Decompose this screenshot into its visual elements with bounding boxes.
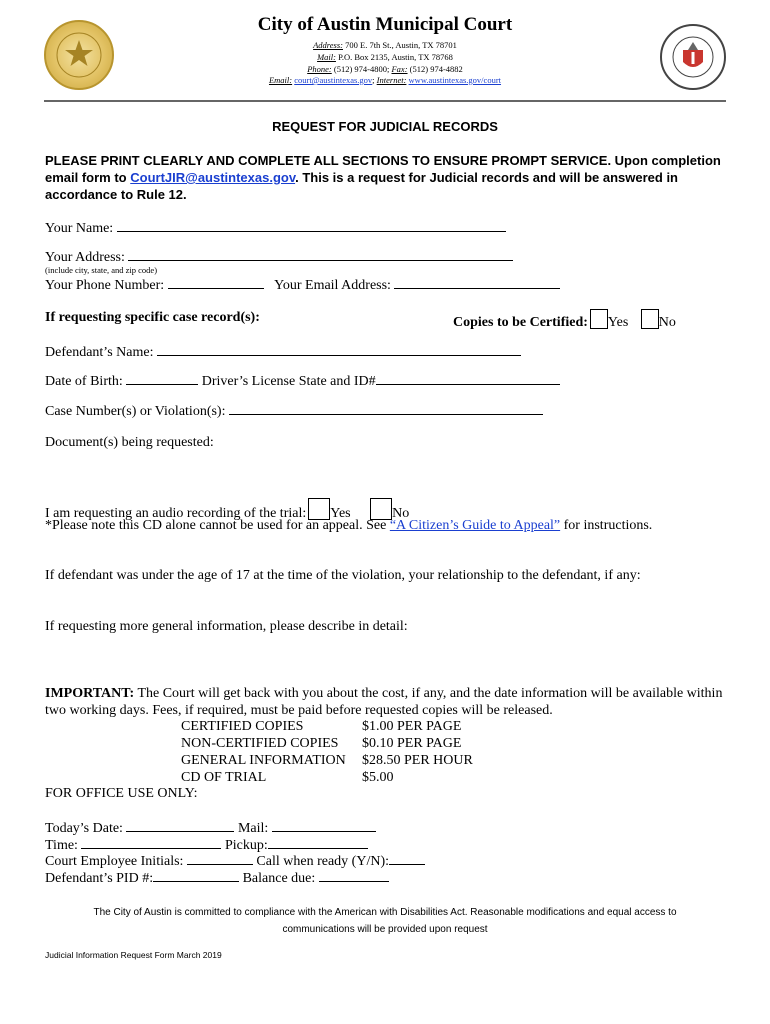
fax-label: Fax: bbox=[391, 64, 408, 74]
call-label: Call when ready (Y/N): bbox=[252, 854, 389, 869]
fee-item: GENERAL INFORMATION bbox=[181, 753, 346, 768]
dl-label: Driver’s License State and ID# bbox=[198, 374, 376, 389]
fee-row bbox=[181, 718, 473, 735]
fee-row bbox=[181, 752, 473, 769]
certified-no-checkbox[interactable] bbox=[641, 309, 659, 329]
address-field[interactable] bbox=[128, 248, 513, 261]
name-field[interactable] bbox=[117, 219, 506, 232]
header-divider bbox=[44, 100, 726, 102]
time-field[interactable] bbox=[81, 836, 221, 849]
fee-price: $0.10 PER PAGE bbox=[362, 736, 462, 751]
email-label: Email: bbox=[268, 75, 293, 85]
phone-label: Phone: bbox=[307, 64, 332, 74]
case-row bbox=[45, 402, 543, 420]
today-label: Today’s Date: bbox=[45, 821, 127, 836]
court-website-link[interactable]: www.austintexas.gov/court bbox=[408, 75, 502, 85]
fee-item: CERTIFIED COPIES bbox=[181, 719, 304, 734]
audio-note bbox=[45, 518, 652, 534]
fee-price: $5.00 bbox=[362, 770, 394, 785]
mail-value: P.O. Box 2135, Austin, TX 78768 bbox=[335, 52, 453, 62]
address-line bbox=[0, 40, 770, 50]
dob-dl-row bbox=[45, 372, 560, 390]
fee-row bbox=[181, 769, 473, 786]
fee-item: NON-CERTIFIED COPIES bbox=[181, 736, 339, 751]
jir-email-link[interactable]: CourtJIR@austintexas.gov bbox=[130, 170, 296, 185]
audio-no-label: No bbox=[392, 506, 410, 521]
office-use-heading: FOR OFFICE USE ONLY: bbox=[45, 786, 198, 801]
dob-label: Date of Birth: bbox=[45, 374, 127, 389]
documents-label: Document(s) being requested: bbox=[45, 435, 214, 450]
case-field[interactable] bbox=[229, 402, 543, 415]
form-id: Judicial Information Request Form March 2019 bbox=[45, 950, 222, 960]
pickup-label: Pickup: bbox=[221, 838, 268, 853]
audio-label: I am requesting an audio recording of the trial: bbox=[45, 506, 307, 521]
phone-field[interactable] bbox=[168, 276, 264, 289]
phone-value: (512) 974-4800; bbox=[331, 64, 392, 74]
email-field-label: Your Email Address: bbox=[274, 278, 395, 293]
phone-line bbox=[0, 64, 770, 74]
mail-field[interactable] bbox=[272, 819, 376, 832]
pickup-field[interactable] bbox=[268, 836, 368, 849]
court-email-link[interactable]: court@austintexas.gov bbox=[294, 75, 373, 85]
certified-yes-checkbox[interactable] bbox=[590, 309, 608, 329]
initials-field[interactable] bbox=[187, 852, 253, 865]
fee-row bbox=[181, 735, 473, 752]
contact-line: Email: court@austintexas.gov; Internet: www.austintexas.gov/court bbox=[268, 75, 502, 85]
internet-label: Internet: bbox=[376, 75, 407, 85]
fee-table bbox=[181, 718, 473, 786]
important-notice bbox=[45, 685, 725, 719]
certified-no-label: No bbox=[658, 315, 676, 330]
mail-line bbox=[0, 52, 770, 62]
office-date-row bbox=[45, 819, 376, 837]
balance-label: Balance due: bbox=[239, 871, 319, 886]
fee-price: $1.00 PER PAGE bbox=[362, 719, 462, 734]
initials-label: Court Employee Initials: bbox=[45, 854, 187, 869]
specific-records-heading: If requesting specific case record(s): bbox=[45, 310, 260, 325]
certified-yes-label: Yes bbox=[607, 315, 629, 330]
phone-field-label: Your Phone Number: bbox=[45, 278, 168, 293]
certified-row bbox=[453, 309, 676, 331]
call-field[interactable] bbox=[389, 852, 425, 865]
defendant-row bbox=[45, 343, 521, 361]
pid-label: Defendant’s PID #: bbox=[45, 871, 154, 886]
phone-email-row bbox=[45, 276, 560, 294]
name-row bbox=[45, 219, 506, 237]
important-label: IMPORTANT: bbox=[45, 686, 135, 701]
case-label: Case Number(s) or Violation(s): bbox=[45, 404, 229, 419]
time-label: Time: bbox=[45, 838, 82, 853]
fee-item: CD OF TRIAL bbox=[181, 770, 267, 785]
audio-yes-checkbox[interactable] bbox=[308, 498, 330, 520]
address-hint: (include city, state, and zip code) bbox=[45, 265, 158, 275]
instructions bbox=[45, 152, 725, 203]
name-label: Your Name: bbox=[45, 221, 117, 236]
today-field[interactable] bbox=[126, 819, 234, 832]
important-text: The Court will get back with you about the cost, if any, and the date information will be available within two working days. Fees, if required, must be paid before requested copies will be released. bbox=[45, 686, 723, 718]
audio-yes-label: Yes bbox=[330, 506, 351, 521]
office-initials-row bbox=[45, 852, 425, 870]
ada-statement: The City of Austin is committed to compliance with the American with Disabilities Act. Reasonable modifications and equal access to communications will be provided upon request bbox=[93, 907, 677, 935]
address-row bbox=[45, 248, 513, 266]
fee-price: $28.50 PER HOUR bbox=[362, 753, 473, 768]
general-info-label: If requesting more general information, please describe in detail: bbox=[45, 619, 408, 634]
defendant-field[interactable] bbox=[157, 343, 521, 356]
balance-field[interactable] bbox=[319, 869, 389, 882]
under-17-label: If defendant was under the age of 17 at the time of the violation, your relationship to the defendant, if any: bbox=[45, 568, 641, 583]
form-title: REQUEST FOR JUDICIAL RECORDS bbox=[272, 119, 498, 134]
address-field-label: Your Address: bbox=[45, 250, 129, 265]
audio-note-end: for instructions. bbox=[560, 518, 653, 533]
court-title: City of Austin Municipal Court bbox=[257, 14, 513, 35]
office-pid-row bbox=[45, 869, 389, 887]
defendant-label: Defendant’s Name: bbox=[45, 345, 157, 360]
pid-field[interactable] bbox=[153, 869, 239, 882]
fax-value: (512) 974-4882 bbox=[407, 64, 463, 74]
instructions-text: PLEASE PRINT CLEARLY AND COMPLETE ALL SECTIONS TO ENSURE PROMPT SERVICE. Upon completion email form to bbox=[45, 153, 721, 185]
audio-note-text: *Please note this CD alone cannot be used for an appeal. See bbox=[45, 518, 390, 533]
instructions-text-end: . This is a request for Judicial records and will be answered in accordance to Rule 12. bbox=[45, 170, 678, 202]
mail-label: Mail: bbox=[317, 52, 336, 62]
email-field[interactable] bbox=[394, 276, 560, 289]
dl-field[interactable] bbox=[376, 372, 560, 385]
dob-field[interactable] bbox=[126, 372, 198, 385]
address-value: 700 E. 7th St., Austin, TX 78701 bbox=[343, 40, 457, 50]
address-label: Address: bbox=[313, 40, 343, 50]
mail-label: Mail: bbox=[234, 821, 272, 836]
audio-no-checkbox[interactable] bbox=[370, 498, 392, 520]
appeal-guide-link[interactable]: “A Citizen’s Guide to Appeal” bbox=[389, 518, 561, 533]
certified-label: Copies to be Certified: bbox=[453, 315, 588, 330]
